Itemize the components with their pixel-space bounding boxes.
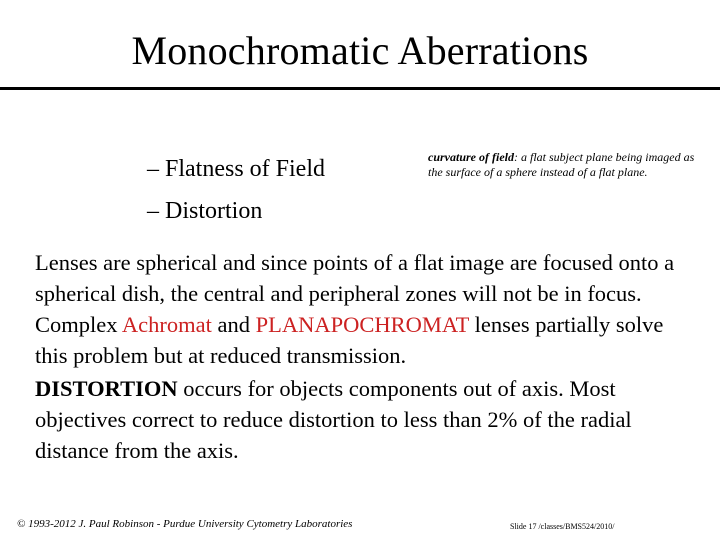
definition-note bbox=[428, 150, 696, 180]
paragraph-curvature bbox=[35, 247, 695, 371]
bullet-item: – Flatness of Field bbox=[147, 156, 325, 182]
paragraph-text: lenses partially solve this problem but at reduced transmission. bbox=[35, 312, 664, 368]
distortion-lead: DISTORTION bbox=[35, 376, 178, 401]
footer-copyright: © 1993-2012 J. Paul Robinson - Purdue University Cytometry Laboratories bbox=[17, 518, 353, 530]
title-divider bbox=[0, 87, 720, 90]
paragraph-text: and bbox=[211, 312, 256, 337]
footer-slide-ref: Slide 17 /classes/BMS524/2010/ bbox=[510, 522, 615, 531]
paragraph-distortion bbox=[35, 373, 695, 466]
bullet-list bbox=[147, 148, 325, 232]
paragraph-text: occurs for objects components out of axis. Most objectives correct to reduce distortion to less than 2% of the radial distance from the axis. bbox=[35, 376, 632, 463]
paragraph-text: Lenses are spherical and since points of a flat image are focused onto a spherical dish, the central and peripheral zones will not be in focus. Complex bbox=[35, 250, 675, 337]
note-text: : a flat subject plane being imaged as the surface of a sphere instead of a flat plane. bbox=[428, 150, 695, 179]
highlight-achromat: Achromat bbox=[121, 312, 212, 337]
slide-title: Monochromatic Aberrations bbox=[131, 28, 589, 73]
highlight-planapochromat: PLANAPOCHROMAT bbox=[255, 312, 469, 337]
bullet-item: – Distortion bbox=[147, 198, 263, 224]
note-term: curvature of field bbox=[428, 150, 514, 164]
